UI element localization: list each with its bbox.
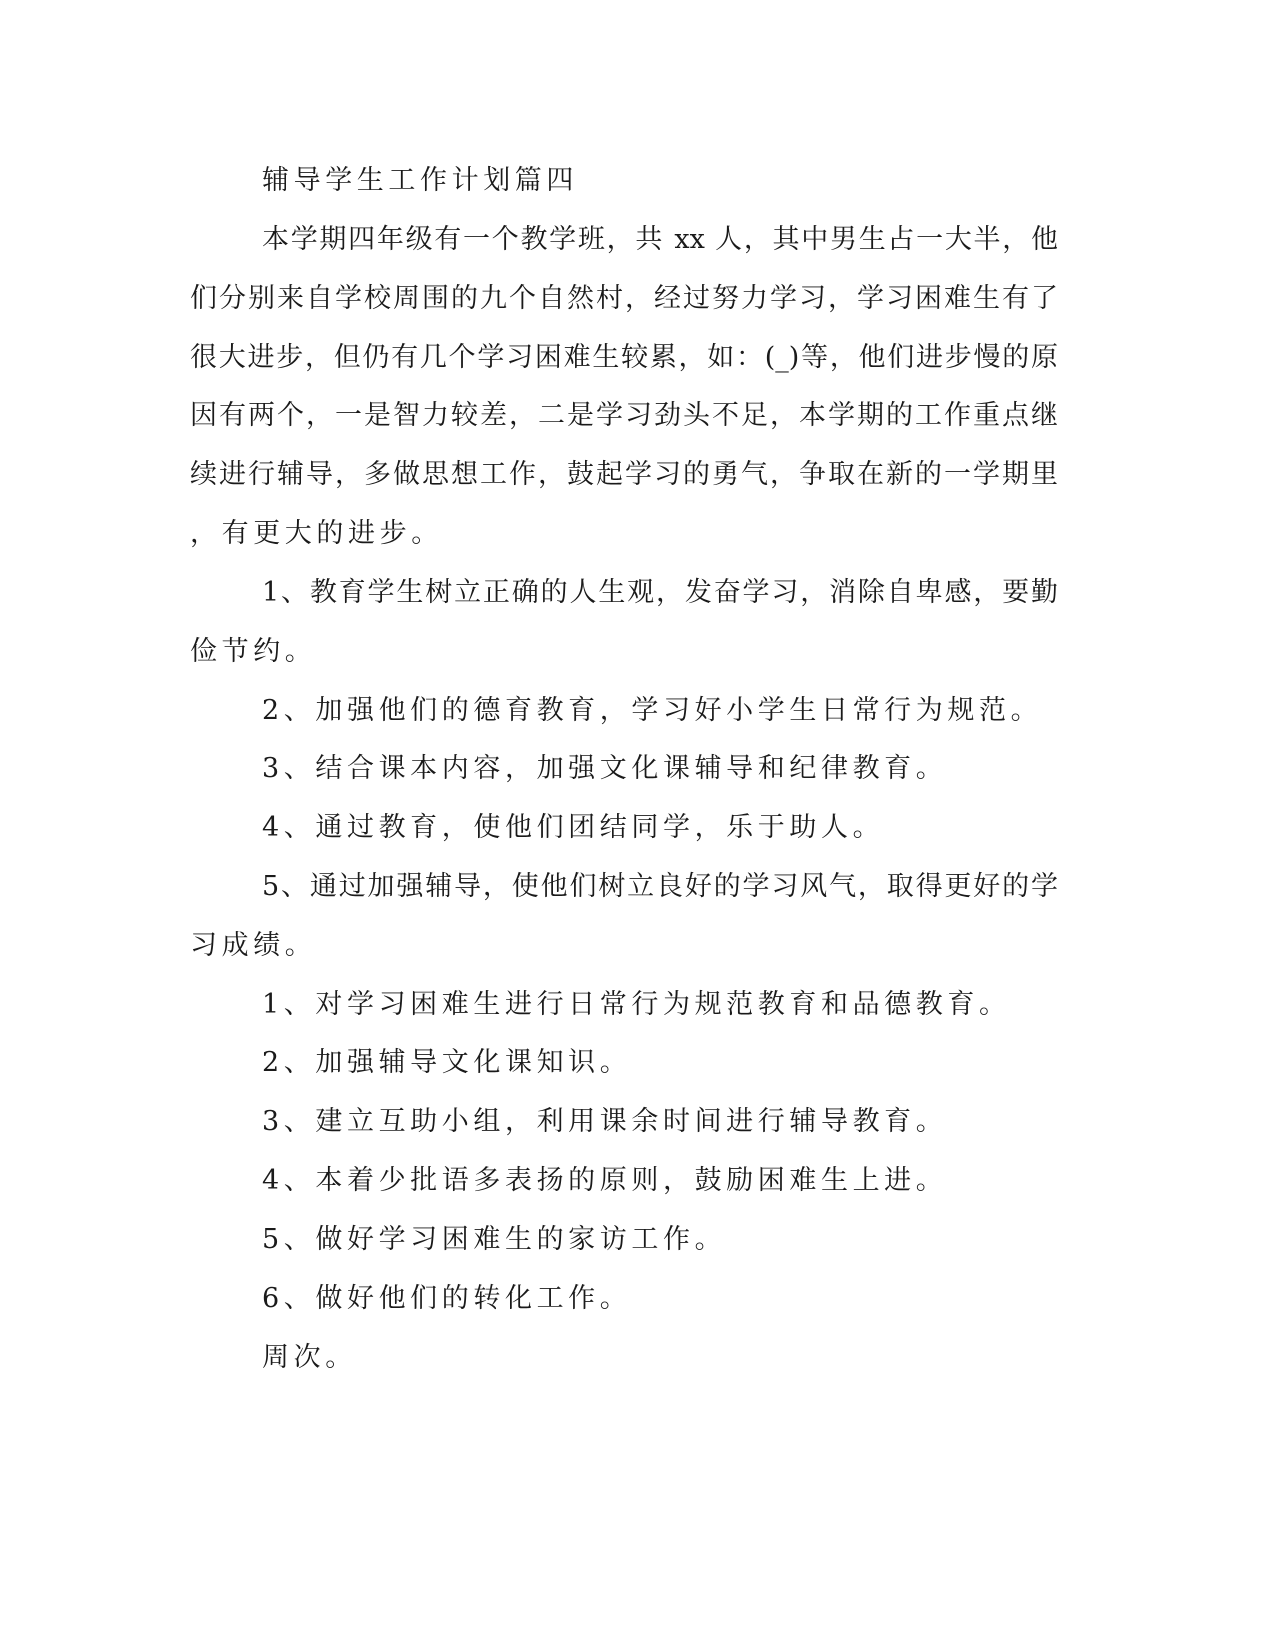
goal-item-4: 4、通过教育，使他们团结同学，乐于助人。 xyxy=(262,812,885,843)
measure-item-2: 2、加强辅导文化课知识。 xyxy=(262,1047,632,1078)
goal-item-1: 1、教育学生树立正确的人生观，发奋学习，消除自卑感，要勤 xyxy=(262,577,1058,608)
measure-item-5: 5、做好学习困难生的家访工作。 xyxy=(262,1224,727,1255)
measure-item-6: 6、做好他们的转化工作。 xyxy=(262,1283,632,1314)
document-title: 辅导学生工作计划篇四 xyxy=(262,165,578,196)
intro-line-3: 很大进步，但仍有几个学习困难生较累，如：(_)等，他们进步慢的原 xyxy=(190,342,1058,373)
closing-text: 周次。 xyxy=(262,1342,357,1373)
intro-line-2: 们分别来自学校周围的九个自然村，经过努力学习，学习困难生有了 xyxy=(190,283,1058,314)
goal-item-5: 5、通过加强辅导，使他们树立良好的学习风气，取得更好的学 xyxy=(262,871,1058,902)
goal-item-5-continued: 习成绩。 xyxy=(190,930,317,961)
measure-item-4: 4、本着少批语多表扬的原则，鼓励困难生上进。 xyxy=(262,1165,948,1196)
intro-line-6: ，有更大的进步。 xyxy=(190,518,443,549)
intro-line-5: 续进行辅导，多做思想工作，鼓起学习的勇气，争取在新的一学期里 xyxy=(190,459,1058,490)
goal-item-2: 2、加强他们的德育教育，学习好小学生日常行为规范。 xyxy=(262,695,1043,726)
intro-line-1: 本学期四年级有一个教学班，共 xx 人，其中男生占一大半，他 xyxy=(262,224,1058,255)
goal-item-3: 3、结合课本内容，加强文化课辅导和纪律教育。 xyxy=(262,753,948,784)
measure-item-1: 1、对学习困难生进行日常行为规范教育和品德教育。 xyxy=(262,989,1011,1020)
intro-line-4: 因有两个，一是智力较差，二是学习劲头不足，本学期的工作重点继 xyxy=(190,400,1058,431)
goal-item-1-continued: 俭节约。 xyxy=(190,636,317,667)
measure-item-3: 3、建立互助小组，利用课余时间进行辅导教育。 xyxy=(262,1106,948,1137)
